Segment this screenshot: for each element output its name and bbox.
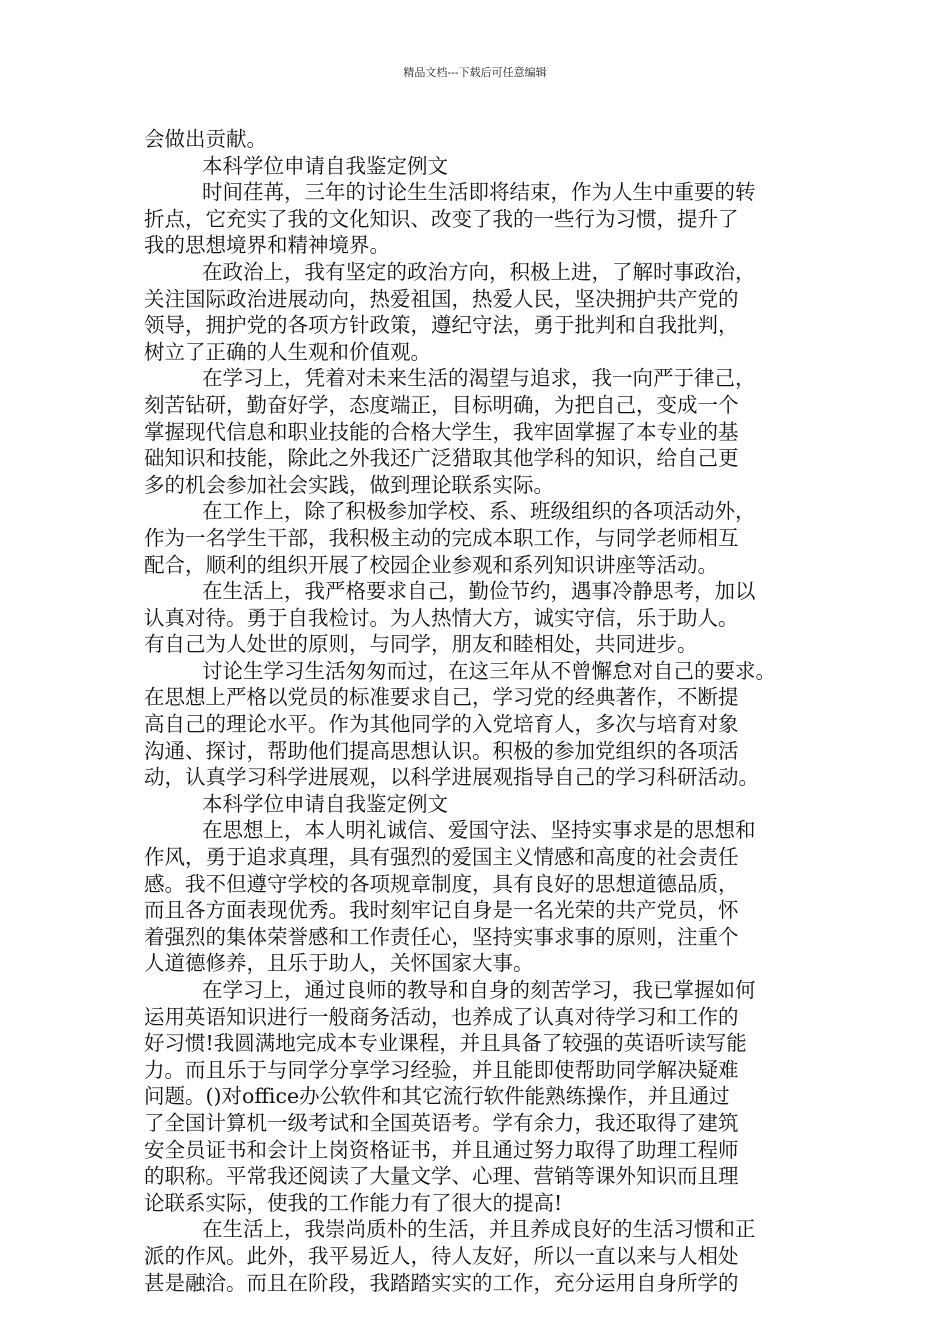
text-line: 在思想上，本人明礼诚信、爱国守法、坚持实事求是的思想和 — [202, 818, 756, 843]
text-line: 时间荏苒，三年的讨论生生活即将结束，作为人生中重要的转 — [202, 180, 756, 205]
text-line: 好习惯!我圆满地完成本专业课程，并且具备了较强的英语听读写能 — [144, 1031, 747, 1056]
text-line: 认真对待。勇于自我检讨。为人热情大方，诚实守信，乐于助人。 — [144, 605, 739, 630]
text-line: 多的机会参加社会实践，做到理论联系实际。 — [144, 472, 554, 497]
text-line: 动，认真学习科学进展观，以科学进展观指导自己的学习科研活动。 — [144, 765, 759, 790]
text-line: 的职称。平常我还阅读了大量文学、心理、营销等课外知识而且理 — [144, 1164, 739, 1189]
text-line: 折点，它充实了我的文化知识、改变了我的一些行为习惯，提升了 — [144, 206, 739, 231]
text-line: 派的作风。此外，我平易近人，待人友好，所以一直以来与人相处 — [144, 1243, 739, 1268]
document-body — [144, 126, 816, 1296]
text-line: 作风，勇于追求真理，具有强烈的爱国主义情感和高度的社会责任 — [144, 845, 739, 870]
text-line: 在思想上严格以党员的标准要求自己，学习党的经典著作，不断提 — [144, 685, 739, 710]
text-line: 力。而且乐于与同学分享学习经验，并且能即使帮助同学解决疑难 — [144, 1057, 739, 1082]
text-line: 会做出贡献。 — [144, 127, 267, 151]
text-line: 沟通、探讨，帮助他们提高思想认识。积极的参加党组织的各项活 — [144, 738, 739, 763]
text-line: 领导，拥护党的各项方针政策，遵纪守法，勇于批判和自我批判， — [144, 313, 739, 338]
text-line: 础知识和技能，除此之外我还广泛猎取其他学科的知识，给自己更 — [144, 446, 739, 471]
page-header: 精品文档---下载后可任意编辑 — [403, 66, 547, 79]
text-line: 在政治上，我有坚定的政治方向，积极上进，了解时事政治， — [202, 259, 756, 284]
text-line: 我的思想境界和精神境界。 — [144, 233, 390, 258]
text-line: 关注国际政治进展动向，热爱祖国，热爱人民，坚决拥护共产党的 — [144, 286, 739, 311]
text-line: 在生活上，我严格要求自己，勤俭节约，遇事冷静思考，加以 — [202, 579, 756, 604]
text-line: 甚是融洽。而且在阶段，我踏踏实实的工作，充分运用自身所学的 — [144, 1270, 739, 1295]
text-line: 树立了正确的人生观和价值观。 — [144, 339, 431, 364]
text-line: 刻苦钻研，勤奋好学，态度端正，目标明确，为把自己，变成一个 — [144, 392, 739, 417]
text-line: 着强烈的集体荣誉感和工作责任心，坚持实事求事的原则，注重个 — [144, 924, 739, 949]
text-line: 本科学位申请自我鉴定例文 — [202, 791, 448, 816]
text-line: 有自己为人处世的原则，与同学，朋友和睦相处，共同进步。 — [144, 632, 698, 657]
text-line: 在工作上，除了积极参加学校、系、班级组织的各项活动外， — [202, 499, 756, 524]
text-line: 高自己的理论水平。作为其他同学的入党培育人，多次与培育对象 — [144, 712, 739, 737]
text-line: 安全员证书和会计上岗资格证书，并且通过努力取得了助理工程师 — [144, 1137, 739, 1162]
text-line: 掌握现代信息和职业技能的合格大学生，我牢固掌握了本专业的基 — [144, 419, 739, 444]
text-line: 运用英语知识进行一般商务活动，也养成了认真对待学习和工作的 — [144, 1004, 739, 1029]
text-line: 讨论生学习生活匆匆而过，在这三年从不曾懈怠对自己的要求。 — [202, 658, 776, 683]
text-line: 而且各方面表现优秀。我时刻牢记自身是一名光荣的共产党员，怀 — [144, 898, 739, 923]
text-line: 问题。()对office办公软件和其它流行软件能熟练操作，并且通过 — [144, 1084, 730, 1109]
text-line: 配合，顺利的组织开展了校园企业参观和系列知识讲座等活动。 — [144, 552, 718, 577]
text-line: 在学习上，凭着对未来生活的渴望与追求，我一向严于律己， — [202, 366, 756, 391]
text-line: 人道德修养，且乐于助人，关怀国家大事。 — [144, 951, 534, 976]
text-line: 了全国计算机一级考试和全国英语考。学有余力，我还取得了建筑 — [144, 1110, 739, 1135]
text-line: 感。我不但遵守学校的各项规章制度，具有良好的思想道德品质， — [144, 871, 739, 896]
text-line: 论联系实际，使我的工作能力有了很大的提高! — [144, 1190, 563, 1215]
text-line: 作为一名学生干部，我积极主动的完成本职工作，与同学老师相互 — [144, 525, 739, 550]
text-line: 本科学位申请自我鉴定例文 — [202, 153, 448, 178]
text-line: 在生活上，我崇尚质朴的生活，并且养成良好的生活习惯和正 — [202, 1217, 756, 1242]
text-line: 在学习上，通过良师的教导和自身的刻苦学习，我已掌握如何 — [202, 978, 756, 1002]
